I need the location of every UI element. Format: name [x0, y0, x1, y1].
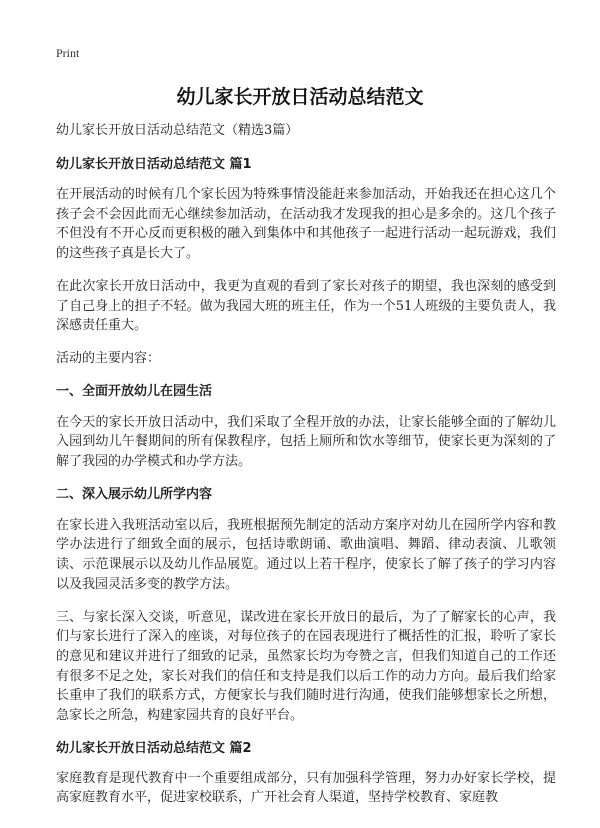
- document-title: 幼儿家长开放日活动总结范文: [176, 86, 424, 108]
- paragraph: 三、与家长深入交谈，听意见，谋改进在家长开放日的最后，为了了解家长的心声，我们与家长进行了深入的座谈，对每位孩子的在园表现进行了概括性的汇报，聆听了家长的意见和建议并进行了细致的记录，虽然家长均为夸赞之言，但我们知道自己的工作还有很多不足之处，家长对我们的信任和支持是我们以后工作的动力方向。最后我们给家长重申了我们的联系方式，方便家长与我们随时进行沟通，使我们能够想家长之所想，急家长之所急，构建家园共育的良好平台。: [56, 609, 556, 724]
- section-heading: 幼儿家长开放日活动总结范文 篇1: [56, 157, 252, 172]
- paragraph: 在家长进入我班活动室以后，我班根据预先制定的活动方案序对幼儿在园所学内容和教学办法进行了细致全面的展示，包括诗歌朗诵、歌曲演唱、舞蹈、律动表演、儿歌领读、示范课展示以及幼儿作品展览。通过以上若干程序，使家长了解了孩子的学习内容以及我园灵活多变的教学方法。: [56, 517, 556, 592]
- paragraph: 在开展活动的时候有几个家长因为特殊事情没能赶来参加活动，开始我还在担心这几个孩子会不会因此而无心继续参加活动，在活动我才发现我的担心是多余的。这几个孩子不但没有不开心反而更积极的融入到集体中和其他孩子一起进行活动一起玩游戏，我们的这些孩子真是长大了。: [56, 187, 556, 262]
- document-body: [56, 121, 556, 821]
- paragraph: 在此次家长开放日活动中，我更为直观的看到了家长对孩子的期望，我也深刻的感受到了自己身上的担子不轻。做为我园大班的班主任，作为一个51人班级的主要负责人，我深感责任重大。: [56, 278, 556, 334]
- section-heading: 幼儿家长开放日活动总结范文 篇2: [56, 740, 252, 756]
- subsection-heading: 二、深入展示幼儿所学内容: [56, 486, 213, 502]
- print-link[interactable]: Print: [56, 46, 80, 60]
- subsection-heading: 一、全面开放幼儿在园生活: [56, 383, 213, 399]
- document-subtitle: 幼儿家长开放日活动总结范文（精选3篇）: [56, 123, 299, 138]
- paragraph: 家庭教育是现代教育中一个重要组成部分，只有加强科学管理，努力办好家长学校，提高家庭教育水平，促进家校联系，广开社会育人渠道，坚持学校教育、家庭教: [56, 770, 556, 806]
- paragraph: 活动的主要内容：: [56, 350, 161, 366]
- paragraph: 在今天的家长开放日活动中，我们采取了全程开放的办法，让家长能够全面的了解幼儿入园到幼儿午餐期间的所有保教程序，包括上厕所和饮水等细节，使家长更为深刻的了解了我园的办学模式和办学方法。: [56, 414, 556, 470]
